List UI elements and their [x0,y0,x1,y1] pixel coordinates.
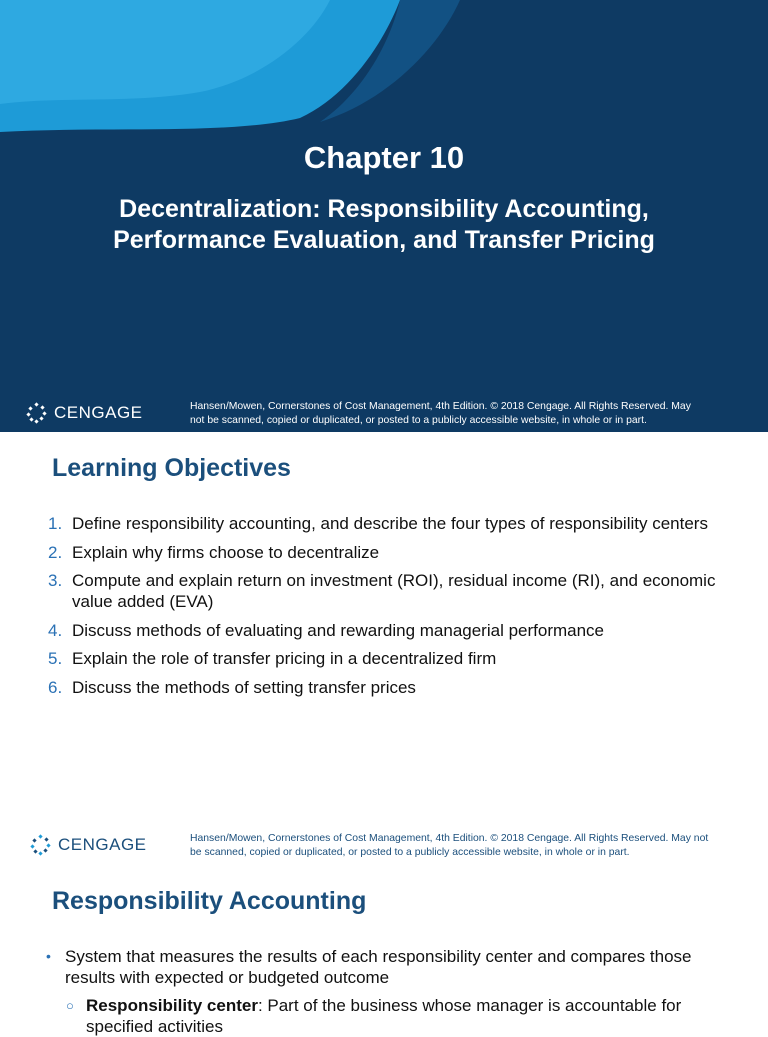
title-slide [0,0,768,432]
chapter-subtitle [20,194,748,256]
circle-bullet-icon: ○ [66,998,74,1013]
term: Responsibility center [86,996,258,1015]
item-number: 1. [48,514,63,533]
copyright-line-1: Hansen/Mowen, Cornerstones of Cost Management, 4th Edition. © 2018 Cengage. All Rights Reserved. May not [190,833,709,844]
item-text [86,995,746,1037]
item-text: Explain the role of transfer pricing in a decentralized firm [72,649,497,668]
item-text: Explain why firms choose to decentralize [72,542,380,562]
sub-list-item [66,995,746,1037]
chapter-title: Chapter 10 [303,140,465,175]
list-item [48,620,748,641]
subtitle-line-2: Performance Evaluation, and Transfer Pricing [113,226,655,254]
cengage-mark-icon [26,402,48,424]
responsibility-accounting-slide [0,868,768,1036]
list-item [48,648,748,669]
objectives-slide [0,432,768,868]
bullet-icon: • [46,948,51,964]
cengage-logo [30,834,147,856]
definition: : Part of the business whose manager is accountable for specified activities [86,996,682,1036]
list-item [48,570,748,612]
header-swoosh-graphic [0,0,768,140]
list-item [48,542,748,563]
item-text: Discuss the methods of setting transfer prices [72,677,416,697]
copyright-line-2: be scanned, copied or duplicated, or posted to a publicly accessible website, in whole or in part. [190,847,630,858]
item-number: 5. [48,649,63,668]
item-text: Discuss methods of evaluating and rewarding managerial performance [72,620,605,640]
copyright-line-1: Hansen/Mowen, Cornerstones of Cost Management, 4th Edition. © 2018 Cengage. All Rights Reserved. May [190,401,691,412]
item-number: 2. [48,542,63,562]
list-item [48,677,748,698]
item-text: Compute and explain return on investment (ROI), residual income (RI), and economic value added (EVA) [72,571,716,611]
copyright-notice [190,832,760,860]
list-item [48,513,748,534]
copyright-line-2: not be scanned, copied or duplicated, or posted to a publicly accessible website, in whole or in part. [190,415,647,426]
item-text: Define responsibility accounting, and describe the four types of responsibility centers [72,514,708,533]
slide-heading: Learning Objectives [52,454,291,482]
slide-heading: Responsibility Accounting [52,887,367,915]
objectives-list [48,513,748,705]
cengage-logo [26,402,143,424]
cengage-wordmark: CENGAGE [54,403,143,422]
cengage-mark-icon [30,834,52,856]
item-text: System that measures the results of each responsibility center and compares those results with expected or budgeted outcome [65,947,692,987]
subtitle-line-1: Decentralization: Responsibility Accounting, [119,195,649,223]
item-number: 6. [48,677,63,697]
copyright-notice [190,400,740,428]
list-item [46,946,746,988]
item-number: 3. [48,571,63,590]
bullet-list [46,946,746,1037]
cengage-wordmark: CENGAGE [58,835,147,854]
item-number: 4. [48,620,63,640]
